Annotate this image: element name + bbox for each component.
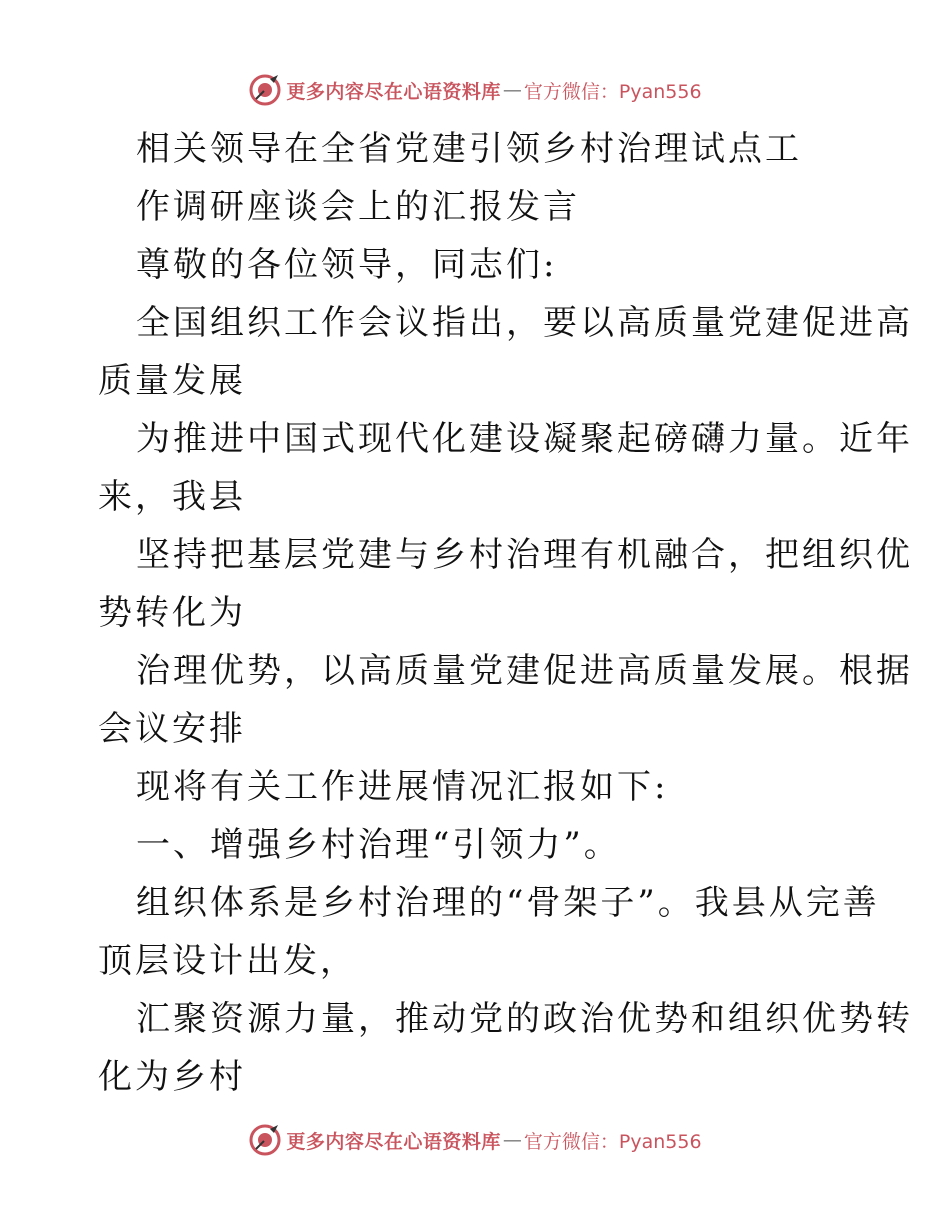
doc-line: 来，我县 (98, 477, 246, 517)
doc-line: 势转化为 (98, 593, 246, 633)
watermark-separator: — (502, 1129, 522, 1151)
watermark-contact: 官方微信：Pyan556 (523, 80, 702, 103)
watermark-footer (0, 1120, 950, 1160)
doc-line: 相关领导在全省党建引领乡村治理试点工 (136, 129, 802, 169)
doc-line: 坚持把基层党建与乡村治理有机融合，把组织优 (136, 535, 913, 575)
pen-logo-icon (248, 1123, 282, 1157)
watermark-contact: 官方微信：Pyan556 (523, 1130, 702, 1153)
watermark-site: 更多内容尽在心语资料库 (286, 1130, 501, 1153)
doc-line: 尊敬的各位领导，同志们: (136, 245, 558, 285)
watermark-separator: — (502, 79, 522, 101)
doc-line: 全国组织工作会议指出，要以高质量党建促进高 (136, 303, 913, 343)
doc-line: 顶层设计出发， (98, 941, 357, 981)
doc-line: 为推进中国式现代化建设凝聚起磅礴力量。近年 (136, 419, 913, 459)
doc-line: 一、增强乡村治理“引领力”。 (136, 825, 621, 865)
doc-line: 现将有关工作进展情况汇报如下: (136, 767, 669, 807)
pen-logo-icon (248, 73, 282, 107)
document-body (98, 120, 913, 1106)
watermark-site: 更多内容尽在心语资料库 (286, 80, 501, 103)
doc-line: 作调研座谈会上的汇报发言 (136, 187, 580, 227)
doc-line: 治理优势，以高质量党建促进高质量发展。根据 (136, 651, 913, 691)
doc-line: 组织体系是乡村治理的“骨架子”。我县从完善 (136, 883, 880, 923)
doc-line: 会议安排 (98, 709, 246, 749)
doc-line: 化为乡村 (98, 1057, 246, 1097)
doc-line: 质量发展 (98, 361, 246, 401)
doc-line: 汇聚资源力量，推动党的政治优势和组织优势转 (136, 999, 913, 1039)
watermark-header (0, 70, 950, 110)
